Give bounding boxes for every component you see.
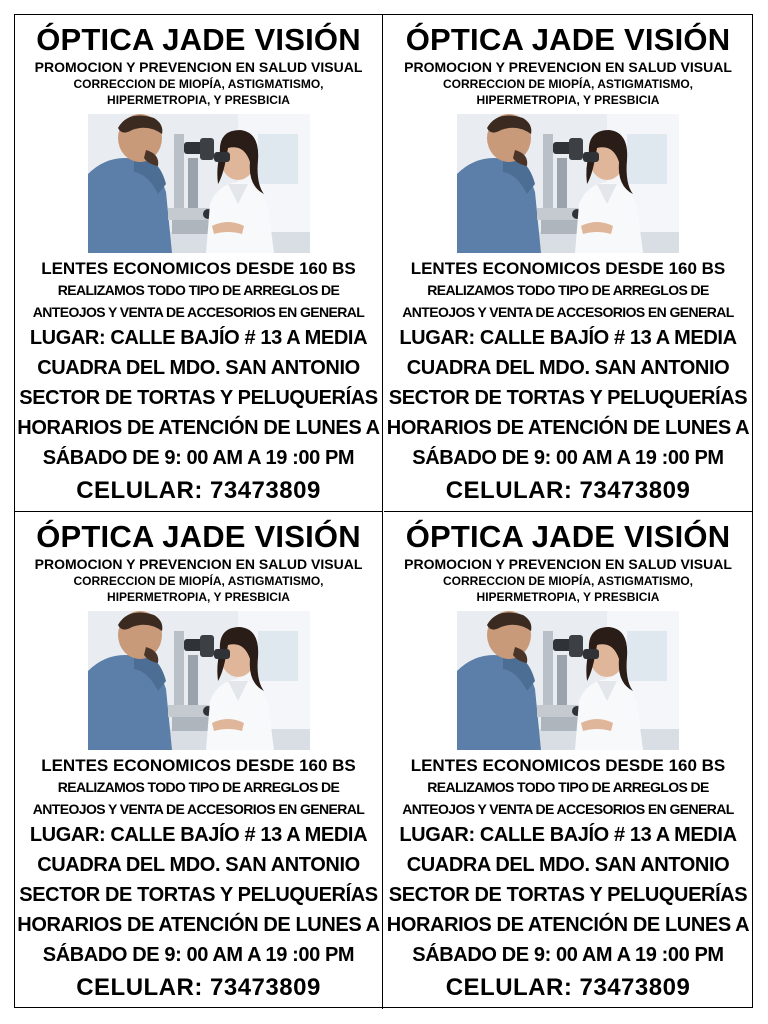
location-line-2: CUADRA DEL MDO. SAN ANTONIO <box>37 854 360 876</box>
flyer-subtitle: PROMOCION Y PREVENCION EN SALUD VISUAL <box>404 59 732 75</box>
flyer-title: ÓPTICA JADE VISIÓN <box>405 22 731 57</box>
correction-line-2: HIPERMETROPIA, Y PRESBICIA <box>107 93 290 107</box>
flyer-copy-1 <box>15 15 383 512</box>
eye-exam-photo <box>457 114 679 253</box>
flyer-title: ÓPTICA JADE VISIÓN <box>36 22 361 57</box>
prices-line: LENTES ECONOMICOS DESDE 160 BS <box>410 756 726 775</box>
location-line-1: LUGAR: CALLE BAJÍO # 13 A MEDIA <box>29 327 368 349</box>
eye-exam-photo <box>88 114 310 253</box>
repairs-line-2: ANTEOJOS Y VENTA DE ACCESORIOS EN GENERAL <box>402 304 734 320</box>
prices-line: LENTES ECONOMICOS DESDE 160 BS <box>41 756 356 775</box>
flyer-subtitle: PROMOCION Y PREVENCION EN SALUD VISUAL <box>404 556 732 572</box>
flyer-title: ÓPTICA JADE VISIÓN <box>36 519 361 554</box>
flyer-subtitle: PROMOCION Y PREVENCION EN SALUD VISUAL <box>34 556 363 572</box>
repairs-line-2: ANTEOJOS Y VENTA DE ACCESORIOS EN GENERAL <box>32 801 365 817</box>
hours-line-1: HORARIOS DE ATENCIÓN DE LUNES A <box>17 417 380 439</box>
flyer-subtitle: PROMOCION Y PREVENCION EN SALUD VISUAL <box>34 59 363 75</box>
repairs-line-2: ANTEOJOS Y VENTA DE ACCESORIOS EN GENERAL <box>32 304 365 320</box>
flyer-title: ÓPTICA JADE VISIÓN <box>405 519 731 554</box>
location-line-1: LUGAR: CALLE BAJÍO # 13 A MEDIA <box>29 824 368 846</box>
hours-line-1: HORARIOS DE ATENCIÓN DE LUNES A <box>17 914 380 936</box>
hours-line-2: SÁBADO DE 9: 00 AM A 19 :00 PM <box>42 447 355 469</box>
location-line-3: SECTOR DE TORTAS Y PELUQUERÍAS <box>19 884 378 906</box>
prices-line: LENTES ECONOMICOS DESDE 160 BS <box>41 259 356 278</box>
phone-line: CELULAR: 73473809 <box>76 477 321 504</box>
flyer-copy-3 <box>15 512 383 1009</box>
correction-line-1: CORRECCION DE MIOPÍA, ASTIGMATISMO, <box>442 77 693 91</box>
repairs-line-1: REALIZAMOS TODO TIPO DE ARREGLOS DE <box>427 282 709 298</box>
eye-exam-photo <box>457 611 679 750</box>
location-line-3: SECTOR DE TORTAS Y PELUQUERÍAS <box>19 387 378 409</box>
eye-exam-photo <box>88 611 310 750</box>
repairs-line-1: REALIZAMOS TODO TIPO DE ARREGLOS DE <box>427 779 709 795</box>
phone-line: CELULAR: 73473809 <box>445 974 691 1001</box>
hours-line-2: SÁBADO DE 9: 00 AM A 19 :00 PM <box>42 944 355 966</box>
hours-line-2: SÁBADO DE 9: 00 AM A 19 :00 PM <box>412 944 724 966</box>
repairs-line-1: REALIZAMOS TODO TIPO DE ARREGLOS DE <box>57 282 340 298</box>
hours-line-2: SÁBADO DE 9: 00 AM A 19 :00 PM <box>412 447 724 469</box>
location-line-3: SECTOR DE TORTAS Y PELUQUERÍAS <box>388 387 748 409</box>
hours-line-1: HORARIOS DE ATENCIÓN DE LUNES A <box>386 914 750 936</box>
flyer-copy-4 <box>384 512 752 1009</box>
correction-line-2: HIPERMETROPIA, Y PRESBICIA <box>476 93 660 107</box>
location-line-1: LUGAR: CALLE BAJÍO # 13 A MEDIA <box>399 327 737 349</box>
prices-line: LENTES ECONOMICOS DESDE 160 BS <box>410 259 726 278</box>
phone-line: CELULAR: 73473809 <box>445 477 691 504</box>
location-line-2: CUADRA DEL MDO. SAN ANTONIO <box>406 854 730 876</box>
location-line-2: CUADRA DEL MDO. SAN ANTONIO <box>37 357 360 379</box>
phone-line: CELULAR: 73473809 <box>76 974 321 1001</box>
flyer-sheet <box>14 14 753 1008</box>
correction-line-1: CORRECCION DE MIOPÍA, ASTIGMATISMO, <box>73 77 324 91</box>
correction-line-2: HIPERMETROPIA, Y PRESBICIA <box>107 590 290 604</box>
repairs-line-2: ANTEOJOS Y VENTA DE ACCESORIOS EN GENERAL <box>402 801 734 817</box>
repairs-line-1: REALIZAMOS TODO TIPO DE ARREGLOS DE <box>57 779 340 795</box>
location-line-1: LUGAR: CALLE BAJÍO # 13 A MEDIA <box>399 824 737 846</box>
location-line-2: CUADRA DEL MDO. SAN ANTONIO <box>406 357 730 379</box>
flyer-copy-2 <box>384 15 752 512</box>
hours-line-1: HORARIOS DE ATENCIÓN DE LUNES A <box>386 417 750 439</box>
correction-line-1: CORRECCION DE MIOPÍA, ASTIGMATISMO, <box>442 574 693 588</box>
correction-line-2: HIPERMETROPIA, Y PRESBICIA <box>476 590 660 604</box>
location-line-3: SECTOR DE TORTAS Y PELUQUERÍAS <box>388 884 748 906</box>
correction-line-1: CORRECCION DE MIOPÍA, ASTIGMATISMO, <box>73 574 324 588</box>
